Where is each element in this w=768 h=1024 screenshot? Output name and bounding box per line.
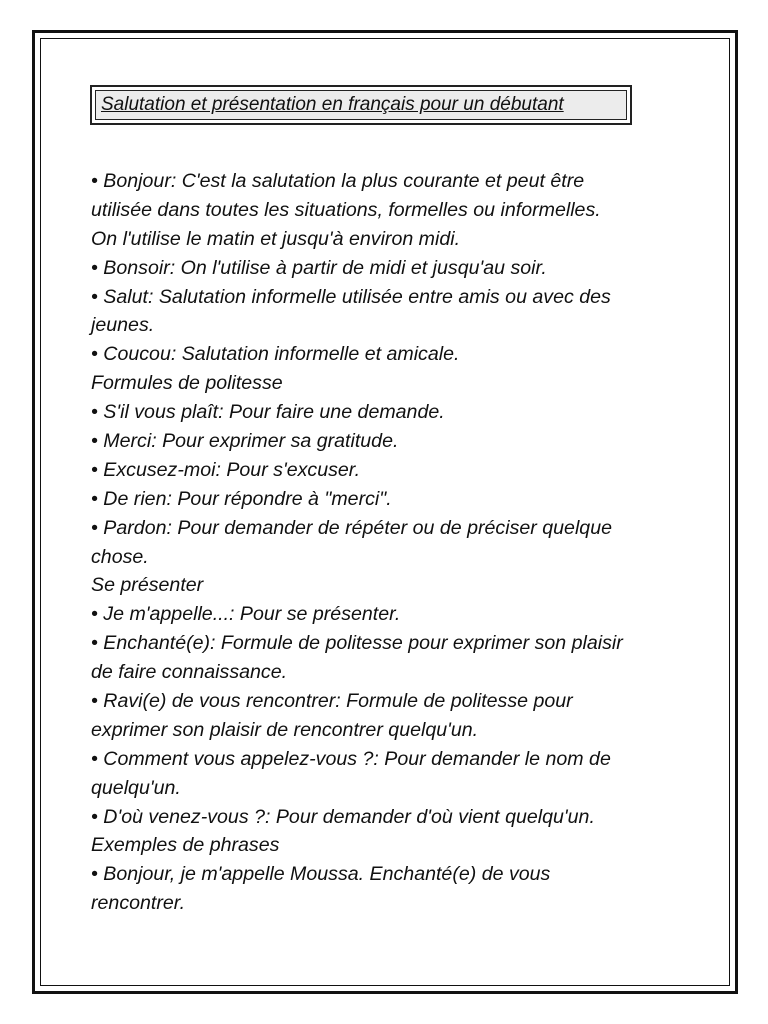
text-line: • Coucou: Salutation informelle et amicale. bbox=[91, 343, 460, 366]
text-line: rencontrer. bbox=[91, 892, 186, 915]
text-line: • S'il vous plaît: Pour faire une demande. bbox=[91, 401, 445, 424]
document-body bbox=[91, 167, 691, 918]
title-box bbox=[90, 85, 632, 125]
text-line: chose. bbox=[91, 545, 149, 568]
text-line: • Bonjour, je m'appelle Moussa. Enchanté(e) de vous bbox=[91, 863, 551, 886]
section-heading: Formules de politesse bbox=[91, 372, 283, 395]
text-line: • Je m'appelle...: Pour se présenter. bbox=[91, 603, 401, 626]
text-line: • D'où venez-vous ?: Pour demander d'où vient quelqu'un. bbox=[91, 805, 595, 828]
title-box-inner bbox=[95, 90, 627, 120]
text-line: exprimer son plaisir de rencontrer quelqu'un. bbox=[91, 718, 479, 741]
document-title: Salutation et présentation en français pour un débutant bbox=[101, 94, 564, 115]
text-line: • Salut: Salutation informelle utilisée entre amis ou avec des bbox=[91, 285, 611, 308]
text-line: • Bonsoir: On l'utilise à partir de midi et jusqu'au soir. bbox=[91, 256, 547, 279]
text-line: • De rien: Pour répondre à "merci". bbox=[91, 487, 392, 510]
text-line: • Excusez-moi: Pour s'excuser. bbox=[91, 458, 361, 481]
text-line: de faire connaissance. bbox=[91, 661, 288, 684]
text-line: • Bonjour: C'est la salutation la plus courante et peut être bbox=[91, 170, 585, 192]
text-line: • Enchanté(e): Formule de politesse pour exprimer son plaisir bbox=[91, 632, 623, 655]
text-line: quelqu'un. bbox=[91, 776, 181, 799]
text-line: • Merci: Pour exprimer sa gratitude. bbox=[91, 430, 399, 453]
section-heading: Se présenter bbox=[91, 574, 204, 597]
text-line: • Pardon: Pour demander de répéter ou de préciser quelque bbox=[91, 516, 612, 539]
text-line: jeunes. bbox=[91, 314, 155, 337]
section-heading: Exemples de phrases bbox=[91, 834, 280, 857]
text-line: utilisée dans toutes les situations, formelles ou informelles. bbox=[91, 198, 601, 221]
text-line: • Comment vous appelez-vous ?: Pour demander le nom de bbox=[91, 747, 611, 770]
text-line: • Ravi(e) de vous rencontrer: Formule de politesse pour bbox=[91, 690, 573, 713]
text-line: On l'utilise le matin et jusqu'à environ midi. bbox=[91, 227, 461, 250]
